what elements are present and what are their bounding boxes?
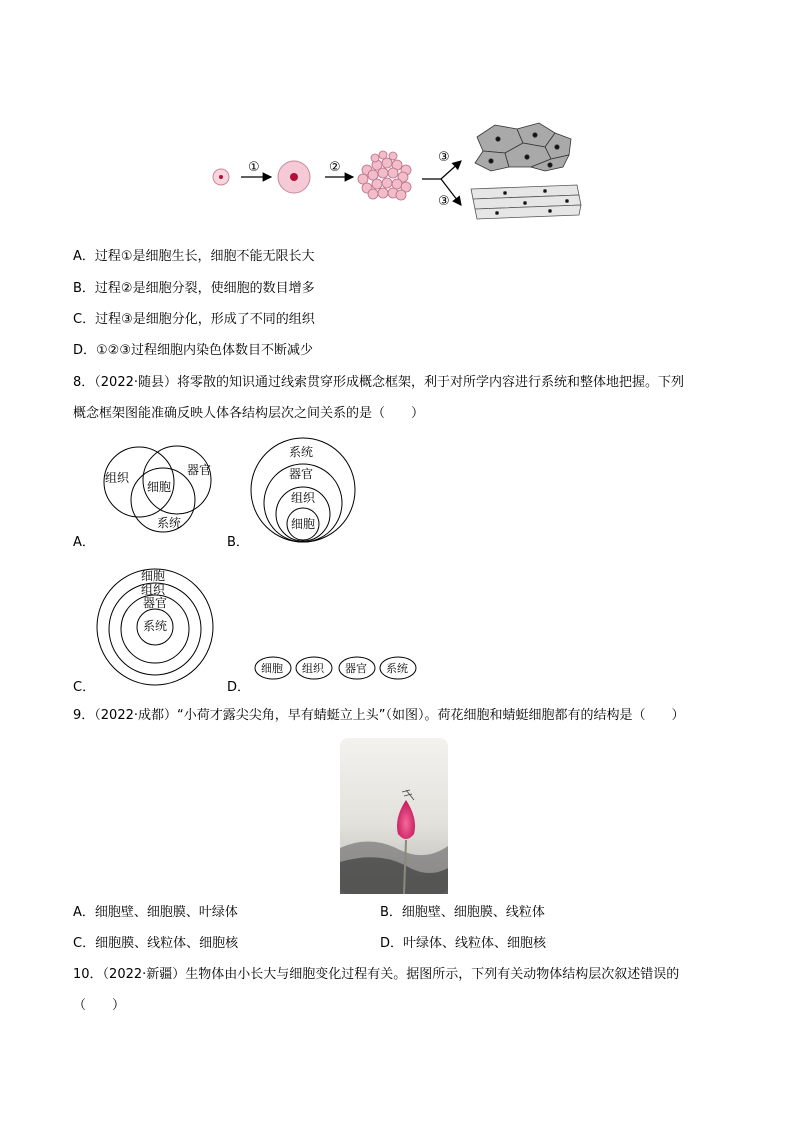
fig-b-zuzhi: 组织 [291,491,316,505]
fig-a-zuzhi: 组织 [105,471,130,485]
q8-stem-line2: 概念框架图能准确反映人体各结构层次之间关系的是（ ） [73,406,425,421]
fig-c-qiguan: 器官 [143,596,168,610]
q8-figure-d [253,654,423,684]
fig-d-xitong: 系统 [386,662,408,675]
q7-option-d: D．①②③过程细胞内染色体数目不断减少 [73,343,313,358]
fig-d-zuzhi: 组织 [302,662,324,675]
muscle-tissue [471,185,581,219]
lotus-dragonfly-image [340,738,448,894]
q10-stem-line2: （ ） [73,998,126,1013]
cell-process-diagram [205,115,590,225]
q9-option-c: C．细胞膜、线粒体、细胞核 [73,936,239,951]
q8-letter-d: D． [227,680,251,695]
q8-letter-b: B． [227,535,249,550]
q7-option-a: A．过程①是细胞生长，细胞不能无限长大 [73,249,315,264]
fig-b-xibao: 细胞 [291,517,316,531]
q10-stem-line1: 10．（2022·新疆）生物体由小长大与细胞变化过程有关。据图所示，下列有关动物体结构层次叙述错误的 [73,967,680,982]
fig-c-xitong: 系统 [143,619,168,633]
q9-option-d: D．叶绿体、线粒体、细胞核 [380,936,547,951]
q8-stem-line1: 8．（2022·随县）将零散的知识通过线索贯穿形成概念框架，利于对所学内容进行系统和整体地把握。下列 [73,375,684,390]
fig-d-qiguan: 器官 [345,662,367,675]
q8-figure-a [95,440,225,540]
q8-figure-b [245,436,365,546]
process-label-3a: ③ [438,150,450,165]
process-label-2: ② [329,160,341,175]
fig-b-qiguan: 器官 [289,467,314,481]
q9-option-a: A．细胞壁、细胞膜、叶绿体 [73,905,238,920]
process-label-1: ① [248,160,260,175]
fig-c-xibao: 细胞 [141,569,166,583]
q8-figure-c [95,567,220,689]
q8-letter-c: C． [73,680,96,695]
q7-option-c: C．过程③是细胞分化，形成了不同的组织 [73,312,315,327]
q7-option-b: B．过程②是细胞分裂，使细胞的数目增多 [73,281,315,296]
grown-cell [278,161,310,193]
epithelial-tissue [475,123,571,171]
fig-b-xitong: 系统 [289,445,314,459]
process-label-3b: ③ [438,194,450,209]
q8-letter-a: A． [73,535,95,550]
q9-stem: 9．（2022·成都）“小荷才露尖尖角，早有蜻蜓立上头”（如图）。荷花细胞和蜻蜓细胞都有的结构是（ ） [73,708,685,723]
fig-a-xibao: 细胞 [147,480,172,494]
fig-d-xibao: 细胞 [261,662,283,675]
fig-a-qiguan: 器官 [187,463,212,477]
small-cell [213,169,229,185]
fig-c-zuzhi: 组织 [141,583,166,597]
fig-a-xitong: 系统 [157,516,182,530]
q9-option-b: B．细胞壁、细胞膜、线粒体 [380,905,545,920]
cell-cluster [358,151,411,200]
